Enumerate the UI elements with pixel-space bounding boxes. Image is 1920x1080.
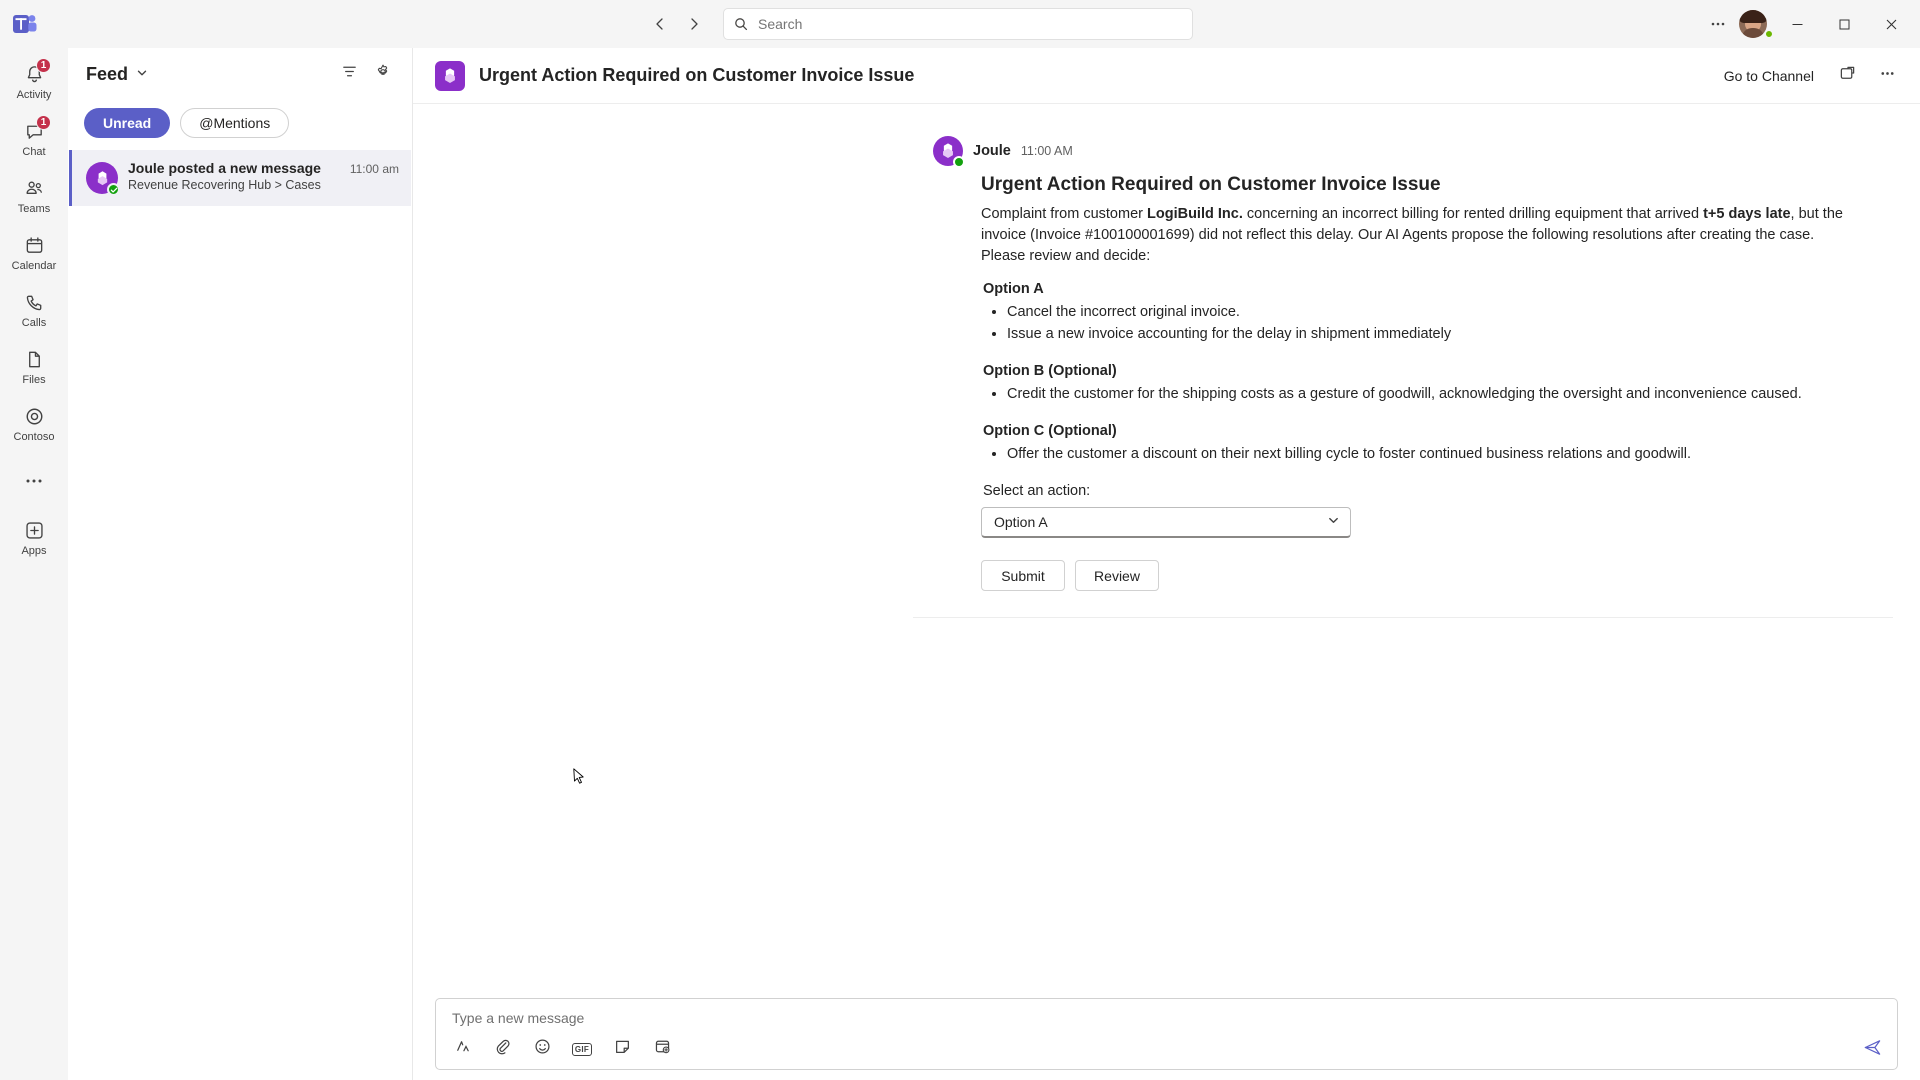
phone-icon: [24, 292, 45, 314]
feed-list-pane: [68, 48, 413, 1080]
contoso-circle-icon: [24, 406, 45, 428]
sidebar-item-apps[interactable]: [3, 510, 65, 566]
action-select-value: Option A: [994, 514, 1048, 530]
joule-avatar: [435, 61, 465, 91]
message-extensions-button[interactable]: [650, 1037, 674, 1061]
feed-settings-button[interactable]: [368, 59, 398, 89]
joule-logo-icon: [441, 67, 459, 85]
action-select[interactable]: [981, 507, 1351, 538]
chevron-down-icon: [1327, 514, 1340, 530]
gear-icon: [374, 63, 392, 86]
navigation-arrows: [645, 0, 709, 48]
format-icon: [454, 1038, 471, 1060]
forward-button[interactable]: [679, 9, 709, 39]
tab-mentions[interactable]: @Mentions: [180, 108, 289, 138]
option-c-heading: Option C (Optional): [983, 423, 1117, 439]
gif-icon: GIF: [572, 1043, 592, 1056]
submit-button[interactable]: Submit: [981, 560, 1065, 591]
sticker-icon: [614, 1038, 631, 1060]
sidebar-item-calendar[interactable]: [3, 225, 65, 281]
list-item-text: [128, 160, 399, 194]
review-button[interactable]: Review: [1075, 560, 1159, 591]
list-item[interactable]: [69, 150, 411, 206]
list-item: • Offer the customer a discount on their next billing cycle to foster continued business relations and goodwill.: [1007, 443, 1867, 465]
open-in-new-window-icon: [1839, 65, 1856, 87]
message-timestamp: 11:00 AM: [1020, 144, 1073, 158]
list-item: • Cancel the incorrect original invoice.: [1007, 301, 1867, 323]
sidebar-item-label: Calls: [21, 316, 47, 329]
more-apps-icon: [24, 470, 44, 492]
presence-indicator: [1764, 29, 1774, 39]
popout-button[interactable]: [1832, 61, 1862, 91]
conversation-area: [413, 104, 1920, 998]
list-item-subtitle: Revenue Recovering Hub > Cases: [128, 178, 321, 192]
sidebar-item-label: Files: [22, 373, 46, 386]
user-avatar[interactable]: [1737, 10, 1773, 38]
avatar-image: [1739, 10, 1767, 38]
search-bar[interactable]: [723, 8, 1193, 40]
filter-button[interactable]: [334, 59, 364, 89]
filter-icon: [341, 63, 358, 85]
minimize-button[interactable]: [1775, 0, 1820, 48]
back-button[interactable]: [645, 9, 675, 39]
emoji-button[interactable]: [530, 1037, 554, 1061]
sidebar-item-teams[interactable]: [3, 168, 65, 224]
message-body: [933, 174, 1875, 591]
conversation-header: [413, 48, 1920, 104]
conversation-header-actions: [1716, 61, 1902, 91]
bot-status-badge: [953, 156, 965, 168]
joule-avatar: [86, 162, 118, 194]
close-button[interactable]: [1869, 0, 1914, 48]
message-input[interactable]: Type a new message: [452, 1010, 585, 1026]
search-input[interactable]: [756, 15, 1182, 33]
paragraph-part: concerning an incorrect billing for rented drilling equipment that arrived: [1242, 206, 1704, 222]
option-a-list: [981, 301, 1867, 345]
sidebar-item-label: Apps: [21, 544, 47, 557]
more-apps-button[interactable]: [3, 453, 65, 509]
bot-status-badge: [107, 183, 120, 196]
more-horizontal-icon: [1879, 65, 1896, 87]
message-card: [913, 122, 1893, 618]
message-composer: [413, 998, 1920, 1080]
plus-box-icon: [24, 520, 45, 542]
list-item-title: Joule posted a new message: [128, 160, 321, 176]
list-item: • Credit the customer for the shipping costs as a gesture of goodwill, acknowledging the oversight and inconvenience caused.: [1007, 383, 1867, 405]
app-rail: [0, 48, 68, 1080]
send-button[interactable]: [1859, 1037, 1885, 1063]
sidebar-item-chat[interactable]: [3, 111, 65, 167]
feed-title-dropdown[interactable]: [86, 64, 148, 85]
message-header: [933, 136, 1875, 166]
more-apps-icon: [654, 1038, 671, 1060]
calendar-icon: [24, 235, 45, 257]
teams-people-icon: [24, 178, 45, 200]
feed-header-actions: [334, 59, 398, 89]
chevron-down-icon: [136, 67, 148, 82]
select-action-label: Select an action:: [983, 483, 1091, 499]
page-title: Feed: [86, 63, 129, 84]
customer-name: LogiBuild Inc.: [1147, 206, 1243, 222]
sidebar-item-contoso[interactable]: [3, 396, 65, 452]
option-c-list: [981, 443, 1867, 465]
action-buttons: [981, 560, 1867, 591]
option-a-heading: Option A: [983, 281, 1044, 297]
settings-and-more-button[interactable]: [1701, 8, 1735, 40]
go-to-channel-button[interactable]: Go to Channel: [1723, 67, 1814, 84]
file-icon: [24, 349, 45, 371]
sidebar-item-label: Chat: [22, 145, 46, 158]
paragraph-part: , but the invoice (Invoice #100100001699) did not reflect this delay. Our AI Agents propose the following resolutions after creating the case. Please review and decide:: [981, 206, 1843, 264]
sticker-button[interactable]: [610, 1037, 634, 1061]
main-pane: [413, 48, 1920, 1080]
message-paragraph: [981, 204, 1861, 267]
chat-badge: 1: [36, 115, 51, 130]
send-icon: [1863, 1038, 1882, 1062]
sidebar-item-calls[interactable]: [3, 282, 65, 338]
feed-filter-pills: [68, 100, 412, 150]
more-options-button[interactable]: [1872, 61, 1902, 91]
gif-button[interactable]: [570, 1037, 594, 1061]
sidebar-item-files[interactable]: [3, 339, 65, 395]
list-item-time: 11:00 am: [349, 162, 399, 176]
title-bar: [0, 0, 1920, 48]
composer-box[interactable]: [435, 998, 1898, 1070]
conversation-title: Urgent Action Required on Customer Invoice Issue: [479, 65, 915, 85]
emoji-icon: [534, 1038, 551, 1060]
app-body: [0, 48, 1920, 1080]
sidebar-item-label: Activity: [16, 88, 52, 101]
maximize-button[interactable]: [1822, 0, 1867, 48]
activity-badge: 1: [36, 58, 51, 73]
list-item: • Issue a new invoice accounting for the delay in shipment immediately: [1007, 323, 1867, 345]
sidebar-item-activity[interactable]: [3, 54, 65, 110]
attach-button[interactable]: [490, 1037, 514, 1061]
paragraph-part: Complaint from customer: [981, 206, 1147, 222]
format-button[interactable]: [450, 1037, 474, 1061]
option-b-list: [981, 383, 1867, 405]
sidebar-item-label: Teams: [17, 202, 51, 215]
delay-highlight: t+5 days late: [1703, 206, 1791, 222]
attach-icon: [494, 1038, 511, 1060]
message-heading: Urgent Action Required on Customer Invoice Issue: [981, 174, 1441, 195]
tab-unread[interactable]: Unread: [84, 108, 170, 138]
search-icon: [734, 17, 748, 31]
composer-toolbar: [436, 1037, 1897, 1067]
title-bar-right: [1701, 0, 1914, 48]
sidebar-item-label: Contoso: [13, 430, 55, 443]
teams-logo-icon: [10, 9, 40, 39]
message-author: Joule: [973, 143, 1011, 159]
sidebar-item-label: Calendar: [11, 259, 57, 272]
joule-avatar: [933, 136, 963, 166]
option-b-heading: Option B (Optional): [983, 363, 1117, 379]
feed-header: [68, 48, 412, 100]
